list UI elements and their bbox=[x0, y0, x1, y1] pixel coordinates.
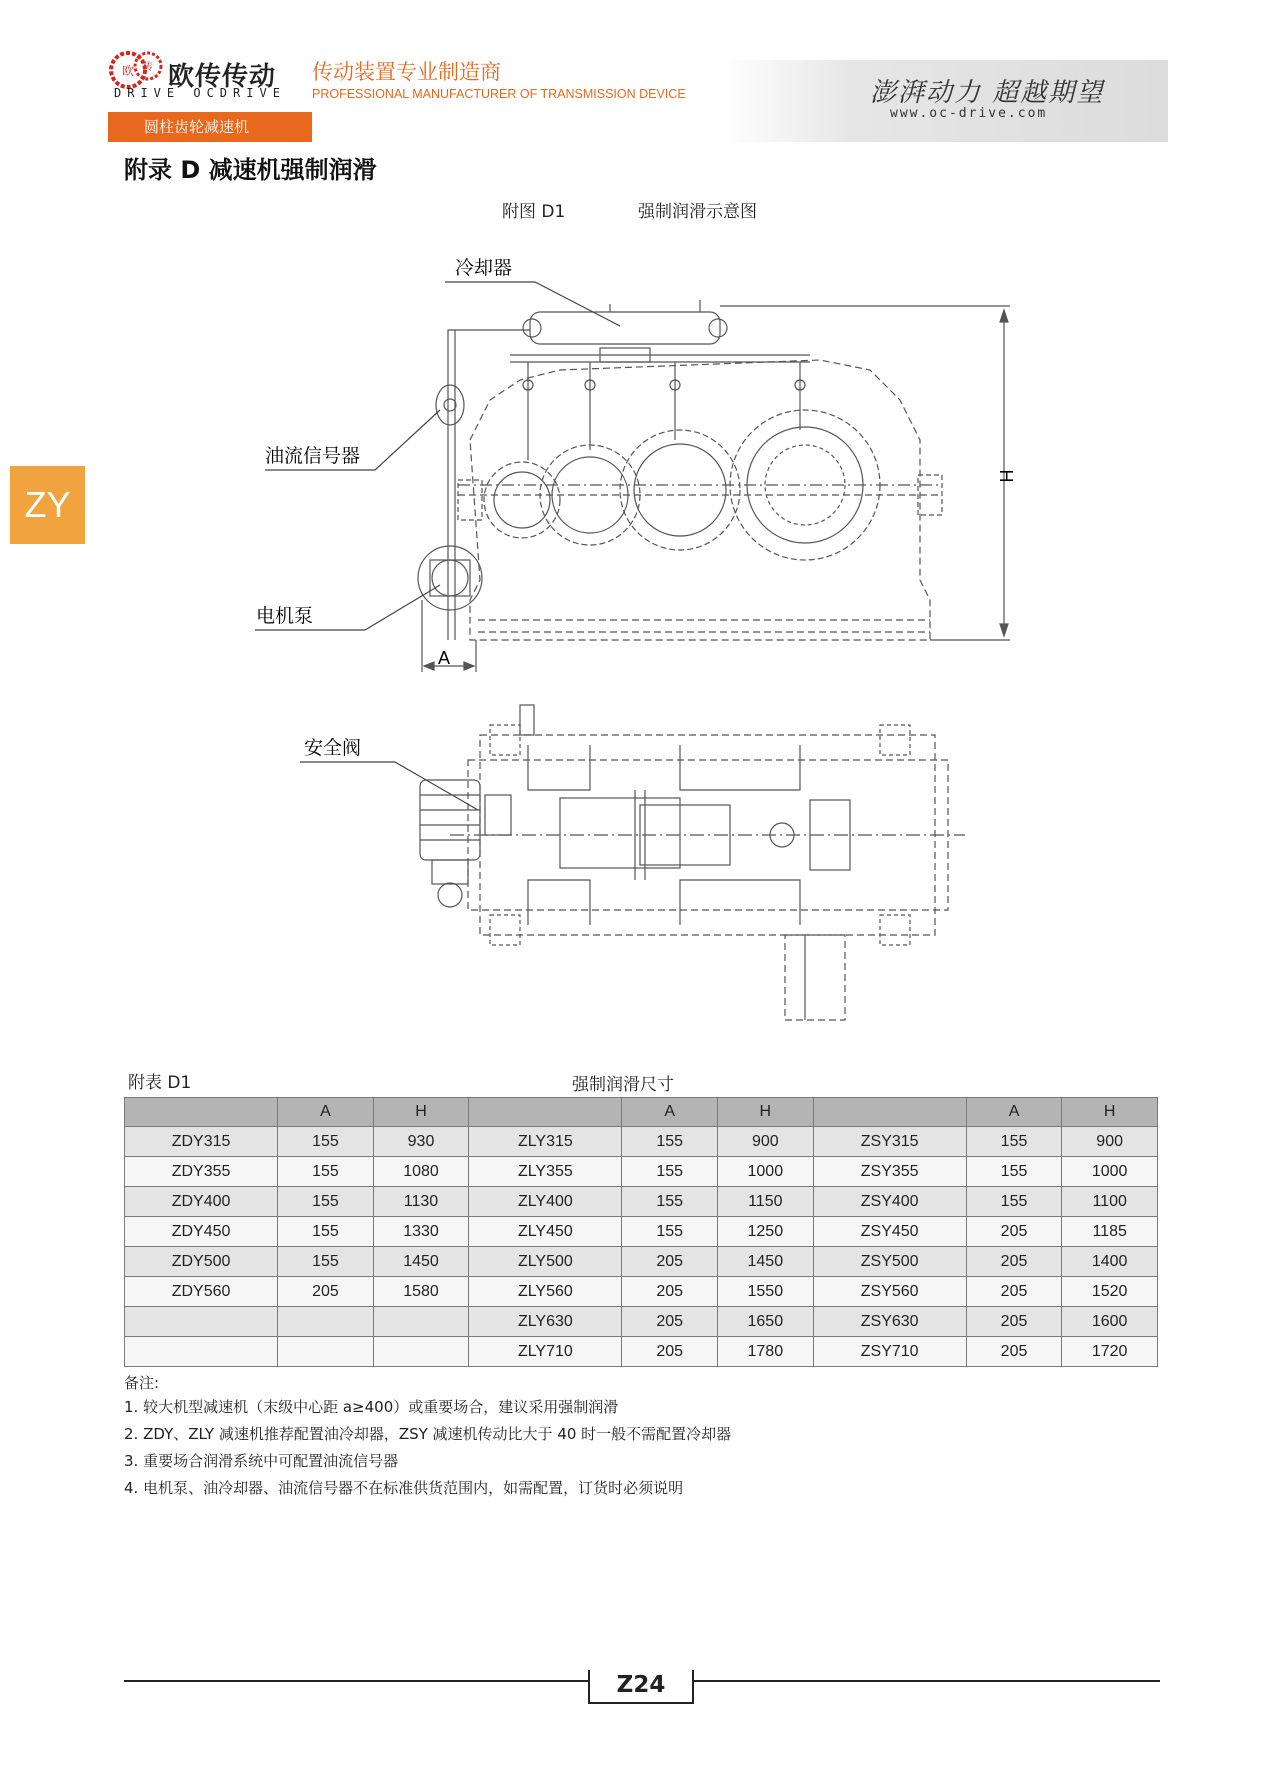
model-cell: ZSY450 bbox=[813, 1217, 966, 1247]
a-value-cell: 155 bbox=[622, 1127, 718, 1157]
model-cell: ZDY315 bbox=[125, 1127, 278, 1157]
h-value-cell: 1650 bbox=[718, 1307, 814, 1337]
gearbox-housing bbox=[470, 360, 930, 640]
website-url: www.oc-drive.com bbox=[890, 106, 1048, 121]
dim-h-label: H bbox=[996, 469, 1016, 483]
table-row bbox=[125, 1277, 1158, 1307]
h-value-cell: 1000 bbox=[1062, 1157, 1158, 1187]
note-4: 4. 电机泵、油冷却器、油流信号器不在标准供货范围内，如需配置，订货时必须说明 bbox=[124, 1479, 684, 1497]
h-value-cell: 1550 bbox=[718, 1277, 814, 1307]
model-cell: ZSY355 bbox=[813, 1157, 966, 1187]
gear-4 bbox=[730, 410, 880, 560]
a-value-cell: 155 bbox=[622, 1187, 718, 1217]
a-value-cell: 155 bbox=[966, 1187, 1062, 1217]
note-2: 2. ZDY、ZLY 减速机推荐配置油冷却器，ZSY 减速机传动比大于 40 时一般不需配置冷却器 bbox=[124, 1425, 732, 1443]
model-cell: ZDY355 bbox=[125, 1157, 278, 1187]
model-cell: ZLY630 bbox=[469, 1307, 622, 1337]
model-cell: ZDY500 bbox=[125, 1247, 278, 1277]
header-a-3: A bbox=[966, 1098, 1062, 1127]
a-value-cell: 155 bbox=[278, 1217, 374, 1247]
model-cell: ZLY315 bbox=[469, 1127, 622, 1157]
table-row bbox=[125, 1247, 1158, 1277]
header-a-1: A bbox=[278, 1098, 374, 1127]
a-value-cell: 205 bbox=[278, 1277, 374, 1307]
model-cell: ZLY560 bbox=[469, 1277, 622, 1307]
header-model-1 bbox=[125, 1098, 278, 1127]
a-value-cell: 155 bbox=[622, 1217, 718, 1247]
note-3: 3. 重要场合润滑系统中可配置油流信号器 bbox=[124, 1452, 399, 1470]
h-value-cell: 1720 bbox=[1062, 1337, 1158, 1367]
table-row bbox=[125, 1337, 1158, 1367]
a-value-cell: 155 bbox=[278, 1247, 374, 1277]
dim-a-label: A bbox=[437, 648, 451, 668]
table-row bbox=[125, 1127, 1158, 1157]
a-value-cell bbox=[278, 1337, 374, 1367]
model-cell: ZDY560 bbox=[125, 1277, 278, 1307]
model-cell: ZSY500 bbox=[813, 1247, 966, 1277]
tagline-cn: 传动装置专业制造商 bbox=[312, 60, 501, 84]
dimension-table bbox=[124, 1097, 1158, 1367]
svg-text:欧: 欧 bbox=[121, 64, 135, 78]
h-value-cell: 1580 bbox=[373, 1277, 469, 1307]
a-value-cell: 205 bbox=[966, 1307, 1062, 1337]
model-cell: ZSY560 bbox=[813, 1277, 966, 1307]
a-value-cell: 205 bbox=[622, 1337, 718, 1367]
model-cell: ZLY710 bbox=[469, 1337, 622, 1367]
table-row bbox=[125, 1187, 1158, 1217]
h-value-cell: 1780 bbox=[718, 1337, 814, 1367]
header-h-1: H bbox=[373, 1098, 469, 1127]
model-cell: ZDY400 bbox=[125, 1187, 278, 1217]
label-flow-signal: 油流信号器 bbox=[265, 445, 361, 467]
logo-subtext: DRIVE OCDRIVE bbox=[114, 86, 286, 100]
model-cell: ZSY400 bbox=[813, 1187, 966, 1217]
model-cell: ZLY500 bbox=[469, 1247, 622, 1277]
h-value-cell: 1400 bbox=[1062, 1247, 1158, 1277]
page-number: Z24 bbox=[588, 1670, 694, 1704]
model-cell: ZSY630 bbox=[813, 1307, 966, 1337]
a-value-cell: 155 bbox=[278, 1127, 374, 1157]
model-cell bbox=[125, 1337, 278, 1367]
a-value-cell: 155 bbox=[966, 1127, 1062, 1157]
gear-1 bbox=[484, 462, 560, 538]
a-value-cell: 205 bbox=[622, 1247, 718, 1277]
notes-title: 备注: bbox=[124, 1374, 160, 1392]
label-motor-pump: 电机泵 bbox=[256, 605, 314, 627]
header-model-3 bbox=[813, 1098, 966, 1127]
table-row bbox=[125, 1217, 1158, 1247]
a-value-cell: 205 bbox=[966, 1247, 1062, 1277]
h-value-cell bbox=[373, 1307, 469, 1337]
model-cell: ZLY355 bbox=[469, 1157, 622, 1187]
header-model-2 bbox=[469, 1098, 622, 1127]
a-value-cell bbox=[278, 1307, 374, 1337]
h-value-cell: 1250 bbox=[718, 1217, 814, 1247]
h-value-cell bbox=[373, 1337, 469, 1367]
figure-title: 强制润滑示意图 bbox=[638, 202, 757, 222]
tagline-en: PROFESSIONAL MANUFACTURER OF TRANSMISSION DEVICE bbox=[312, 87, 686, 101]
model-cell: ZSY315 bbox=[813, 1127, 966, 1157]
footer-rule-right bbox=[694, 1680, 1160, 1682]
gear-2 bbox=[540, 445, 640, 545]
h-value-cell: 1600 bbox=[1062, 1307, 1158, 1337]
table-header-row bbox=[125, 1098, 1158, 1127]
h-value-cell: 1150 bbox=[718, 1187, 814, 1217]
model-cell: ZDY450 bbox=[125, 1217, 278, 1247]
label-safety-valve: 安全阀 bbox=[304, 737, 362, 759]
cooler-body bbox=[530, 312, 720, 344]
h-value-cell: 1185 bbox=[1062, 1217, 1158, 1247]
slogan: 澎湃动力 超越期望 bbox=[870, 78, 1105, 108]
gearbox-plan-outline bbox=[480, 735, 935, 935]
footer-rule-left bbox=[124, 1680, 590, 1682]
a-value-cell: 205 bbox=[966, 1277, 1062, 1307]
motor-body bbox=[420, 780, 480, 860]
h-value-cell: 1520 bbox=[1062, 1277, 1158, 1307]
h-value-cell: 1330 bbox=[373, 1217, 469, 1247]
logo-text: 欧传传动 bbox=[168, 62, 277, 92]
table-number: 附表 D1 bbox=[128, 1073, 192, 1093]
svg-text:传: 传 bbox=[143, 62, 153, 73]
page-title: 附录 D 减速机强制润滑 bbox=[124, 156, 377, 184]
header-h-2: H bbox=[718, 1098, 814, 1127]
h-value-cell: 1450 bbox=[718, 1247, 814, 1277]
gear-3 bbox=[620, 430, 740, 550]
safety-valve-body bbox=[485, 795, 511, 835]
h-value-cell: 1100 bbox=[1062, 1187, 1158, 1217]
figure-number: 附图 D1 bbox=[502, 202, 566, 222]
a-value-cell: 155 bbox=[966, 1157, 1062, 1187]
model-cell: ZLY400 bbox=[469, 1187, 622, 1217]
h-value-cell: 900 bbox=[718, 1127, 814, 1157]
h-value-cell: 930 bbox=[373, 1127, 469, 1157]
model-cell bbox=[125, 1307, 278, 1337]
h-value-cell: 900 bbox=[1062, 1127, 1158, 1157]
a-value-cell: 205 bbox=[622, 1277, 718, 1307]
h-value-cell: 1000 bbox=[718, 1157, 814, 1187]
a-value-cell: 205 bbox=[622, 1307, 718, 1337]
a-value-cell: 155 bbox=[278, 1187, 374, 1217]
a-value-cell: 205 bbox=[966, 1217, 1062, 1247]
model-cell: ZLY450 bbox=[469, 1217, 622, 1247]
label-cooler: 冷却器 bbox=[455, 257, 513, 279]
a-value-cell: 155 bbox=[622, 1157, 718, 1187]
note-1: 1. 较大机型减速机（末级中心距 a≥400）或重要场合，建议采用强制润滑 bbox=[124, 1398, 619, 1416]
h-value-cell: 1080 bbox=[373, 1157, 469, 1187]
table-title: 强制润滑尺寸 bbox=[572, 1075, 674, 1095]
h-value-cell: 1450 bbox=[373, 1247, 469, 1277]
side-section-tab: ZY bbox=[10, 466, 85, 544]
model-cell: ZSY710 bbox=[813, 1337, 966, 1367]
header-a-2: A bbox=[622, 1098, 718, 1127]
motor-pump-body bbox=[418, 546, 482, 610]
category-tab: 圆柱齿轮减速机 bbox=[108, 112, 312, 142]
flow-signal-body bbox=[436, 385, 464, 425]
table-row bbox=[125, 1157, 1158, 1187]
header-h-3: H bbox=[1062, 1098, 1158, 1127]
a-value-cell: 205 bbox=[966, 1337, 1062, 1367]
a-value-cell: 155 bbox=[278, 1157, 374, 1187]
table-row bbox=[125, 1307, 1158, 1337]
h-value-cell: 1130 bbox=[373, 1187, 469, 1217]
